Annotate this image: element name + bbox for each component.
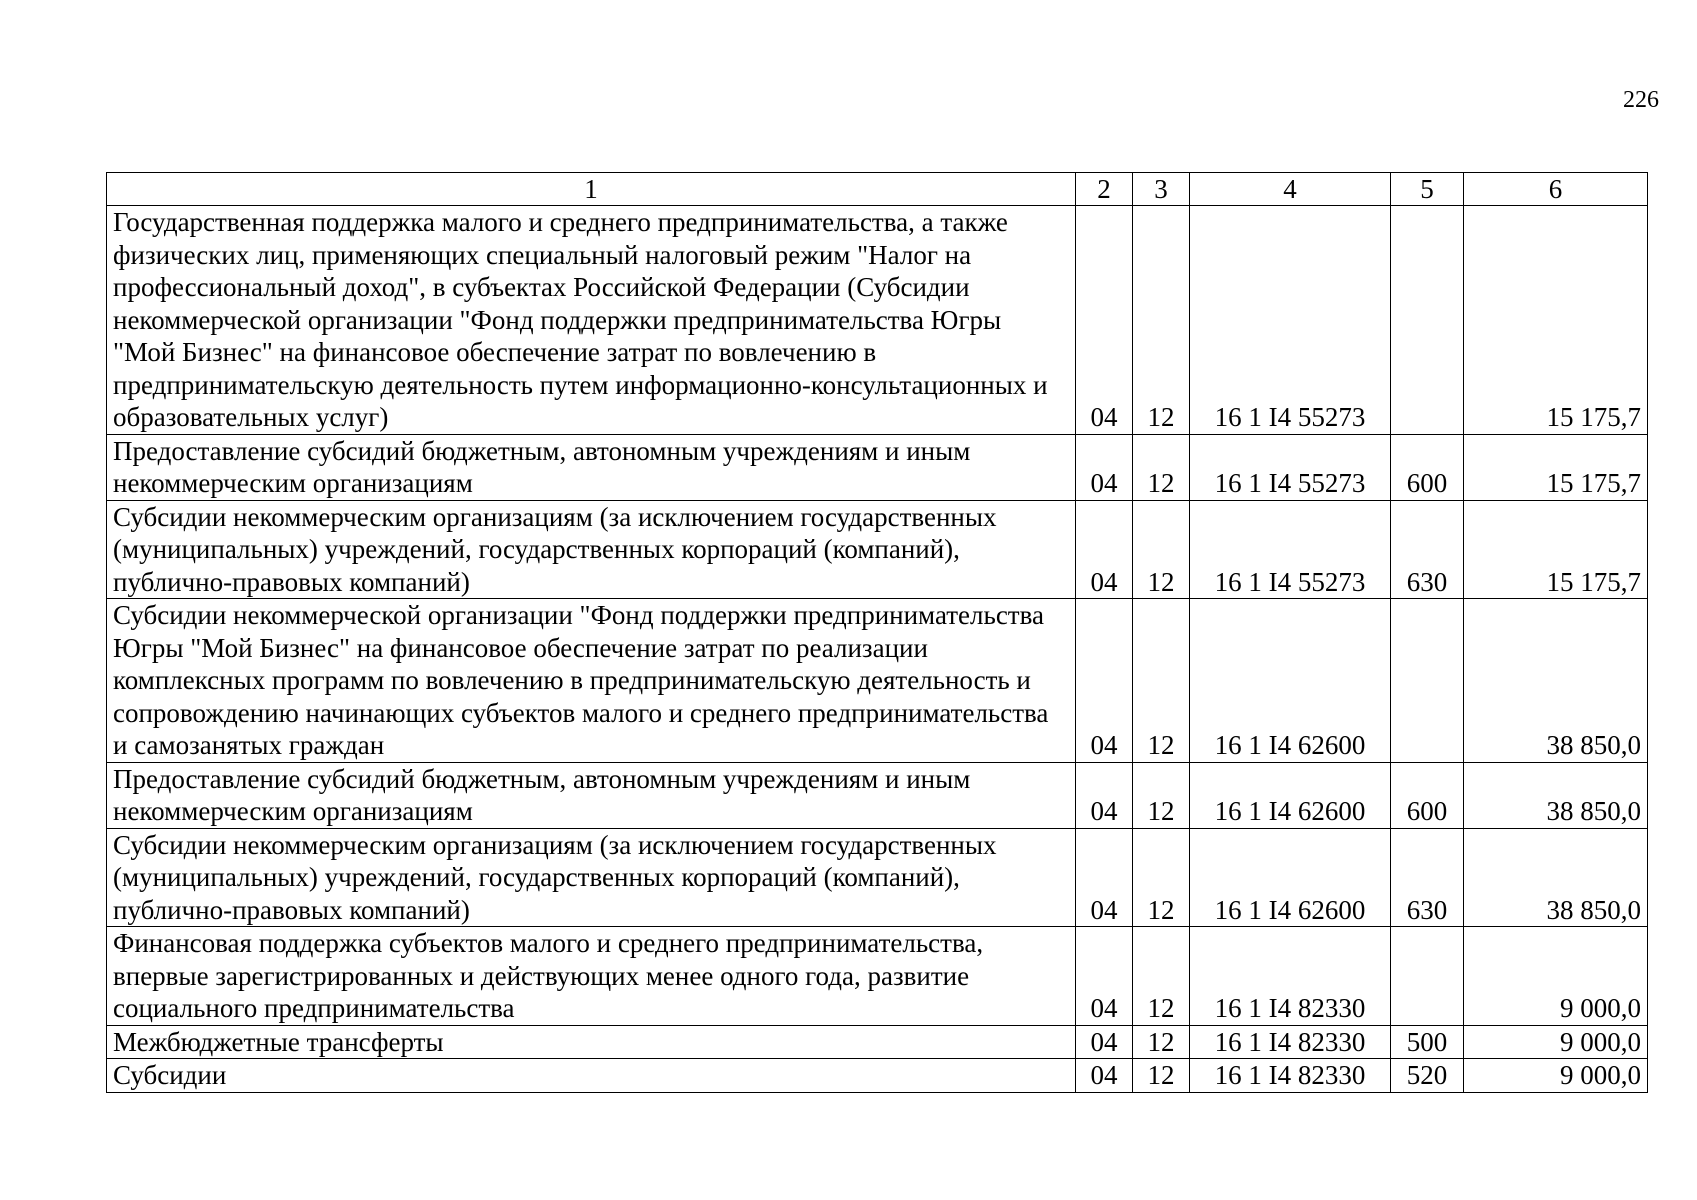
row-section: 04 xyxy=(1076,1025,1133,1059)
row-subsection: 12 xyxy=(1133,927,1190,1026)
table-row xyxy=(107,434,1648,500)
row-amount: 9 000,0 xyxy=(1464,1025,1648,1059)
row-subsection: 12 xyxy=(1133,500,1190,599)
row-section: 04 xyxy=(1076,927,1133,1026)
row-expense-type xyxy=(1391,206,1464,435)
row-expense-type: 520 xyxy=(1391,1059,1464,1093)
row-amount: 15 175,7 xyxy=(1464,206,1648,435)
row-subsection: 12 xyxy=(1133,434,1190,500)
row-expense-type xyxy=(1391,599,1464,763)
row-target-article: 16 1 I4 82330 xyxy=(1190,1059,1391,1093)
row-name: Предоставление субсидий бюджетным, автономным учреждениям и иным некоммерческим организациям xyxy=(107,434,1076,500)
row-subsection: 12 xyxy=(1133,1025,1190,1059)
row-target-article: 16 1 I4 82330 xyxy=(1190,927,1391,1026)
row-expense-type: 600 xyxy=(1391,434,1464,500)
header-row xyxy=(107,173,1648,206)
row-section: 04 xyxy=(1076,762,1133,828)
row-name: Финансовая поддержка субъектов малого и среднего предпринимательства, впервые зарегистрированных и действующих менее одного года, развитие социального предпринимательства xyxy=(107,927,1076,1026)
table-row xyxy=(107,828,1648,927)
row-target-article: 16 1 I4 55273 xyxy=(1190,434,1391,500)
row-section: 04 xyxy=(1076,206,1133,435)
column-header-1: 1 xyxy=(107,173,1076,206)
row-section: 04 xyxy=(1076,1059,1133,1093)
row-name: Межбюджетные трансферты xyxy=(107,1025,1076,1059)
table-row xyxy=(107,927,1648,1026)
row-subsection: 12 xyxy=(1133,1059,1190,1093)
row-expense-type xyxy=(1391,927,1464,1026)
row-amount: 9 000,0 xyxy=(1464,927,1648,1026)
row-amount: 38 850,0 xyxy=(1464,762,1648,828)
row-expense-type: 630 xyxy=(1391,828,1464,927)
column-header-5: 5 xyxy=(1391,173,1464,206)
row-section: 04 xyxy=(1076,500,1133,599)
column-header-3: 3 xyxy=(1133,173,1190,206)
row-expense-type: 630 xyxy=(1391,500,1464,599)
row-amount: 38 850,0 xyxy=(1464,828,1648,927)
row-amount: 9 000,0 xyxy=(1464,1059,1648,1093)
table-row xyxy=(107,1059,1648,1093)
column-header-2: 2 xyxy=(1076,173,1133,206)
row-name: Субсидии xyxy=(107,1059,1076,1093)
row-target-article: 16 1 I4 55273 xyxy=(1190,500,1391,599)
row-name: Субсидии некоммерческим организациям (за исключением государственных (муниципальных) учреждений, государственных корпораций (компаний), публично-правовых компаний) xyxy=(107,828,1076,927)
table-row xyxy=(107,500,1648,599)
row-subsection: 12 xyxy=(1133,762,1190,828)
row-expense-type: 500 xyxy=(1391,1025,1464,1059)
row-name: Субсидии некоммерческой организации "Фонд поддержки предпринимательства Югры "Мой Бизнес" на финансовое обеспечение затрат по реализации комплексных программ по вовлечению в предпринимательскую деятельность и сопровождению начинающих субъектов малого и среднего предпринимательства и самозанятых граждан xyxy=(107,599,1076,763)
row-target-article: 16 1 I4 62600 xyxy=(1190,599,1391,763)
row-section: 04 xyxy=(1076,599,1133,763)
row-section: 04 xyxy=(1076,434,1133,500)
row-expense-type: 600 xyxy=(1391,762,1464,828)
row-amount: 38 850,0 xyxy=(1464,599,1648,763)
column-header-6: 6 xyxy=(1464,173,1648,206)
row-target-article: 16 1 I4 82330 xyxy=(1190,1025,1391,1059)
row-target-article: 16 1 I4 55273 xyxy=(1190,206,1391,435)
row-target-article: 16 1 I4 62600 xyxy=(1190,762,1391,828)
row-amount: 15 175,7 xyxy=(1464,434,1648,500)
column-header-4: 4 xyxy=(1190,173,1391,206)
table-row xyxy=(107,762,1648,828)
table-row xyxy=(107,599,1648,763)
row-subsection: 12 xyxy=(1133,206,1190,435)
row-section: 04 xyxy=(1076,828,1133,927)
row-name: Государственная поддержка малого и среднего предпринимательства, а также физических лиц, применяющих специальный налоговый режим "Налог на профессиональный доход", в субъектах Российской Федерации (Субсидии некоммерческой организации "Фонд поддержки предпринимательства Югры "Мой Бизнес" на финансовое обеспечение затрат по вовлечению в предпринимательскую деятельность путем информационно-консультационных и образовательных услуг) xyxy=(107,206,1076,435)
budget-table xyxy=(106,172,1648,1093)
row-subsection: 12 xyxy=(1133,828,1190,927)
row-name: Субсидии некоммерческим организациям (за исключением государственных (муниципальных) учреждений, государственных корпораций (компаний), публично-правовых компаний) xyxy=(107,500,1076,599)
table-row xyxy=(107,206,1648,435)
page-number: 226 xyxy=(1623,87,1659,113)
row-target-article: 16 1 I4 62600 xyxy=(1190,828,1391,927)
row-name: Предоставление субсидий бюджетным, автономным учреждениям и иным некоммерческим организациям xyxy=(107,762,1076,828)
table-row xyxy=(107,1025,1648,1059)
row-amount: 15 175,7 xyxy=(1464,500,1648,599)
row-subsection: 12 xyxy=(1133,599,1190,763)
